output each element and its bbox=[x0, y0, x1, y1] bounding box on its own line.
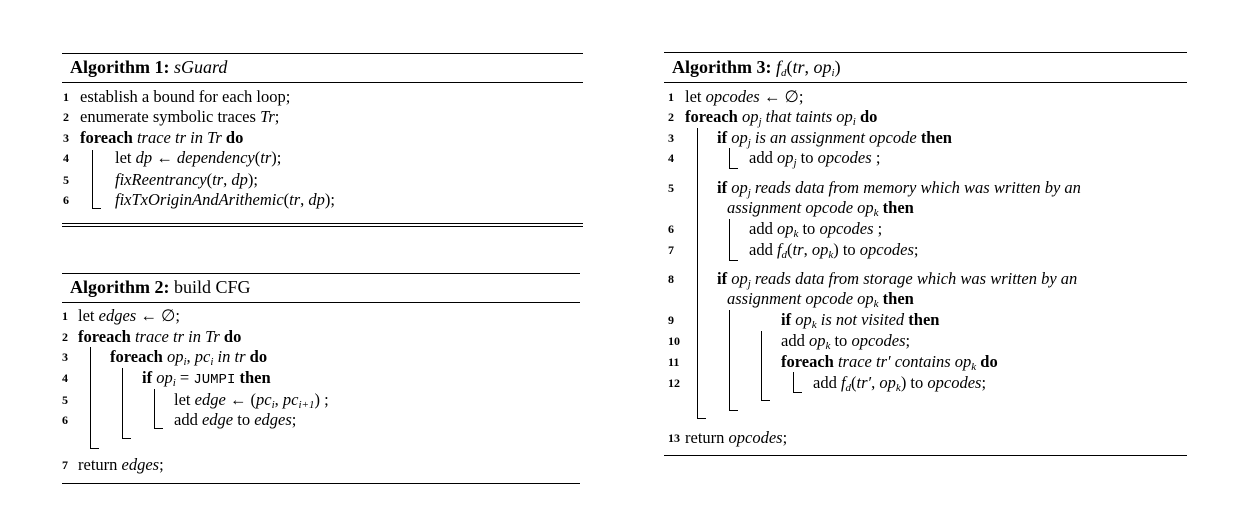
algorithm-label: Algorithm 3: bbox=[672, 57, 776, 77]
text-segment: ; bbox=[873, 219, 883, 238]
text-segment: if bbox=[717, 269, 732, 288]
text-segment: let bbox=[685, 87, 706, 106]
text-segment: edge bbox=[194, 390, 226, 409]
line-number: 7 bbox=[62, 458, 68, 472]
text-segment: edge bbox=[201, 410, 234, 429]
text-segment: ( bbox=[787, 240, 793, 259]
title-rule bbox=[62, 302, 580, 303]
bottom-rule bbox=[62, 226, 583, 227]
code-line bbox=[80, 107, 279, 127]
text-segment: f bbox=[776, 240, 782, 259]
text-segment: Tr bbox=[260, 107, 275, 126]
code-line bbox=[78, 306, 180, 326]
block-scope-bracket bbox=[90, 347, 99, 449]
line-number: 2 bbox=[668, 110, 674, 124]
text-segment: then bbox=[904, 310, 940, 329]
bottom-rule bbox=[62, 223, 583, 224]
text-segment: ← ∅; bbox=[136, 306, 180, 325]
code-line bbox=[80, 87, 290, 107]
subscript: j bbox=[747, 278, 751, 290]
text-segment: do bbox=[221, 128, 244, 147]
code-line bbox=[813, 373, 986, 398]
bottom-rule bbox=[62, 483, 580, 484]
line-number: 1 bbox=[668, 90, 674, 104]
line-number: 7 bbox=[668, 243, 674, 257]
line-number: 4 bbox=[668, 151, 674, 165]
subscript: j bbox=[747, 187, 751, 199]
text-segment: ← bbox=[152, 148, 177, 167]
line-number: 13 bbox=[668, 431, 680, 445]
code-line bbox=[115, 190, 335, 210]
subscript: k bbox=[828, 249, 834, 261]
subscript: k bbox=[873, 298, 879, 310]
text-segment: ) to bbox=[833, 240, 860, 259]
text-segment: return bbox=[685, 428, 729, 447]
text-segment: ) ; bbox=[314, 390, 329, 409]
block-scope-bracket bbox=[154, 389, 163, 429]
text-segment: ); bbox=[324, 190, 336, 209]
text-segment: ); bbox=[271, 148, 282, 167]
line-number: 10 bbox=[668, 334, 680, 348]
line-number: 9 bbox=[668, 313, 674, 327]
text-segment: , bbox=[804, 57, 814, 77]
text-segment: pc bbox=[194, 347, 211, 366]
text-segment: pc bbox=[282, 390, 299, 409]
text-segment: do bbox=[245, 347, 268, 366]
text-segment: foreach bbox=[781, 352, 838, 371]
text-segment: add bbox=[813, 373, 841, 392]
top-rule bbox=[62, 273, 580, 274]
line-number: 5 bbox=[63, 173, 69, 187]
line-number: 6 bbox=[62, 413, 68, 427]
text-segment: reads data from storage which was written by an bbox=[750, 269, 1078, 288]
text-segment: opcodes bbox=[817, 148, 872, 167]
text-segment: ; bbox=[871, 148, 881, 167]
text-segment: opcodes bbox=[728, 428, 783, 447]
text-segment: fixTxOriginAndArithemic bbox=[115, 190, 284, 209]
text-segment: to bbox=[796, 148, 818, 167]
text-segment: op bbox=[879, 373, 896, 392]
text-segment: assignment opcode op bbox=[727, 198, 874, 217]
code-line bbox=[685, 87, 803, 107]
block-scope-bracket bbox=[92, 150, 101, 209]
subscript: j bbox=[747, 137, 751, 149]
text-segment: is an assignment opcode bbox=[750, 128, 917, 147]
line-number: 4 bbox=[63, 151, 69, 165]
text-segment: fixReentrancy bbox=[115, 170, 207, 189]
text-segment: opcodes bbox=[927, 373, 982, 392]
text-segment: , bbox=[186, 347, 195, 366]
text-segment: trace tr′ contains op bbox=[837, 352, 972, 371]
text-segment: f bbox=[840, 373, 846, 392]
text-segment: let bbox=[78, 306, 99, 325]
text-segment: op bbox=[731, 178, 748, 197]
text-segment: tr′ bbox=[856, 373, 872, 392]
text-segment: let bbox=[174, 390, 195, 409]
code-line bbox=[174, 410, 296, 430]
bottom-rule bbox=[664, 455, 1187, 456]
text-segment: ← ( bbox=[225, 390, 257, 409]
subscript: k bbox=[811, 319, 817, 331]
code-line bbox=[115, 170, 258, 190]
text-segment: enumerate symbolic traces bbox=[80, 107, 261, 126]
text-segment: tr bbox=[792, 240, 804, 259]
text-segment: tr bbox=[212, 170, 224, 189]
text-segment: dp bbox=[308, 190, 325, 209]
block-scope-bracket bbox=[793, 372, 802, 393]
block-scope-bracket bbox=[729, 219, 738, 261]
text-segment: foreach bbox=[80, 128, 137, 147]
line-number: 4 bbox=[62, 371, 68, 385]
subscript: k bbox=[971, 361, 977, 373]
text-segment: then bbox=[878, 198, 914, 217]
text-segment: dp bbox=[135, 148, 153, 167]
text-segment: f bbox=[775, 57, 781, 77]
line-number: 5 bbox=[668, 181, 674, 195]
subscript: i bbox=[172, 377, 176, 389]
text-segment: ; bbox=[905, 331, 911, 350]
text-segment: trace tr in Tr bbox=[136, 128, 222, 147]
text-segment: ) bbox=[834, 57, 841, 77]
text-segment: op bbox=[811, 240, 829, 259]
text-segment: edges bbox=[98, 306, 137, 325]
text-segment: add bbox=[749, 148, 777, 167]
code-line bbox=[80, 128, 243, 148]
text-segment: do bbox=[219, 327, 242, 346]
text-segment: tr bbox=[792, 57, 805, 77]
text-segment: to bbox=[233, 410, 255, 429]
subscript: k bbox=[793, 228, 799, 240]
text-segment: in tr bbox=[213, 347, 246, 366]
text-segment: op bbox=[776, 219, 794, 238]
text-segment: op bbox=[741, 107, 759, 126]
text-segment: add bbox=[781, 331, 809, 350]
subscript: k bbox=[895, 382, 901, 394]
text-segment: add bbox=[749, 219, 777, 238]
text-segment: op bbox=[731, 269, 748, 288]
text-segment: ; bbox=[274, 107, 280, 126]
block-scope-bracket bbox=[729, 310, 738, 411]
algorithm-name bbox=[174, 57, 227, 77]
subscript: i bbox=[852, 116, 856, 128]
text-segment: op bbox=[808, 331, 826, 350]
subscript: i bbox=[831, 67, 835, 79]
code-line bbox=[115, 148, 281, 168]
text-segment: foreach bbox=[110, 347, 167, 366]
text-segment: then bbox=[878, 289, 914, 308]
text-segment: ( bbox=[851, 373, 857, 392]
text-segment: add bbox=[749, 240, 777, 259]
text-segment: to bbox=[798, 219, 820, 238]
text-segment: ( bbox=[254, 148, 261, 167]
text-segment: foreach bbox=[78, 327, 135, 346]
text-segment: edges bbox=[254, 410, 292, 429]
line-number: 6 bbox=[63, 193, 69, 207]
text-segment: ( bbox=[206, 170, 213, 189]
text-segment: ) to bbox=[900, 373, 928, 392]
text-segment: ; bbox=[782, 428, 788, 447]
subscript: i bbox=[210, 356, 214, 368]
algorithm-title bbox=[70, 56, 227, 78]
line-number: 2 bbox=[62, 330, 68, 344]
title-rule bbox=[664, 82, 1187, 83]
text-segment: opcodes bbox=[705, 87, 760, 106]
subscript: d bbox=[845, 382, 852, 394]
subscript: i+1 bbox=[298, 399, 315, 411]
text-segment: if bbox=[781, 310, 796, 329]
text-segment: sGuard bbox=[173, 57, 228, 77]
text-segment: dp bbox=[231, 170, 248, 189]
text-segment: do bbox=[976, 352, 998, 371]
line-number: 8 bbox=[668, 272, 674, 286]
block-scope-bracket bbox=[122, 368, 131, 439]
text-segment: build CFG bbox=[173, 277, 251, 297]
text-segment: JUMPI bbox=[193, 372, 236, 388]
text-segment: tr bbox=[289, 190, 301, 209]
text-segment: reads data from memory which was written by an bbox=[750, 178, 1081, 197]
subscript: d bbox=[781, 67, 787, 79]
text-segment: if bbox=[717, 128, 732, 147]
text-segment: let bbox=[115, 148, 136, 167]
text-segment: op bbox=[731, 128, 748, 147]
block-scope-bracket bbox=[697, 128, 706, 419]
title-rule bbox=[62, 82, 583, 83]
text-segment: trace tr in Tr bbox=[134, 327, 220, 346]
code-line bbox=[685, 428, 787, 448]
subscript: d bbox=[781, 249, 788, 261]
line-number: 6 bbox=[668, 222, 674, 236]
text-segment: opcodes bbox=[819, 219, 874, 238]
text-segment: that taints op bbox=[761, 107, 853, 126]
code-line bbox=[749, 148, 880, 173]
block-scope-bracket bbox=[729, 148, 738, 169]
code-line bbox=[749, 240, 918, 265]
text-segment: return bbox=[78, 455, 122, 474]
text-segment: opcodes bbox=[851, 331, 906, 350]
text-segment: op bbox=[813, 57, 832, 77]
text-segment: edges bbox=[121, 455, 160, 474]
algorithm-title bbox=[70, 276, 251, 298]
line-number: 3 bbox=[668, 131, 674, 145]
algorithm-label: Algorithm 1: bbox=[70, 57, 174, 77]
text-segment: , bbox=[274, 390, 283, 409]
algorithm-name bbox=[776, 57, 841, 77]
top-rule bbox=[62, 53, 583, 54]
line-number: 3 bbox=[63, 131, 69, 145]
text-segment: ( bbox=[786, 57, 793, 77]
subscript: j bbox=[793, 157, 797, 169]
line-number: 5 bbox=[62, 393, 68, 407]
text-segment: then bbox=[235, 368, 271, 387]
line-number: 3 bbox=[62, 350, 68, 364]
text-segment: pc bbox=[256, 390, 272, 409]
line-number: 1 bbox=[63, 90, 69, 104]
text-segment: if bbox=[142, 368, 157, 387]
top-rule bbox=[664, 52, 1187, 53]
text-segment: , bbox=[803, 240, 812, 259]
text-segment: add bbox=[174, 410, 202, 429]
algorithm-name bbox=[174, 277, 251, 297]
subscript: k bbox=[825, 340, 831, 352]
text-segment: ); bbox=[247, 170, 258, 189]
code-line bbox=[78, 455, 164, 475]
subscript: k bbox=[873, 207, 879, 219]
line-number: 11 bbox=[668, 355, 680, 369]
text-segment: opcodes bbox=[859, 240, 914, 259]
text-segment: foreach bbox=[685, 107, 742, 126]
text-segment: is not visited bbox=[816, 310, 905, 329]
algorithm-label: Algorithm 2: bbox=[70, 277, 174, 297]
subscript: i bbox=[271, 399, 275, 411]
text-segment: ; bbox=[981, 373, 987, 392]
text-segment: do bbox=[855, 107, 878, 126]
block-scope-bracket bbox=[761, 331, 770, 401]
text-segment: op bbox=[795, 310, 812, 329]
text-segment: , bbox=[223, 170, 232, 189]
text-segment: ; bbox=[159, 455, 164, 474]
text-segment: ; bbox=[913, 240, 919, 259]
text-segment: if bbox=[717, 178, 732, 197]
text-segment: ; bbox=[291, 410, 297, 429]
text-segment: then bbox=[916, 128, 952, 147]
line-number: 12 bbox=[668, 376, 680, 390]
subscript: j bbox=[758, 116, 762, 128]
text-segment: establish a bound for each loop; bbox=[80, 87, 291, 106]
text-segment: , bbox=[300, 190, 309, 209]
algorithm-title bbox=[672, 56, 841, 84]
text-segment: dependency bbox=[176, 148, 255, 167]
text-segment: op bbox=[776, 148, 794, 167]
subscript: i bbox=[183, 356, 187, 368]
text-segment: op bbox=[166, 347, 184, 366]
text-segment: , bbox=[871, 373, 880, 392]
code-line bbox=[78, 327, 241, 347]
text-segment: = bbox=[175, 368, 194, 387]
text-segment: to bbox=[830, 331, 852, 350]
text-segment: op bbox=[156, 368, 173, 387]
text-segment: tr bbox=[260, 148, 272, 167]
line-number: 2 bbox=[63, 110, 69, 124]
text-segment: ← ∅; bbox=[759, 87, 804, 106]
text-segment: ( bbox=[283, 190, 290, 209]
text-segment: assignment opcode op bbox=[727, 289, 874, 308]
line-number: 1 bbox=[62, 309, 68, 323]
